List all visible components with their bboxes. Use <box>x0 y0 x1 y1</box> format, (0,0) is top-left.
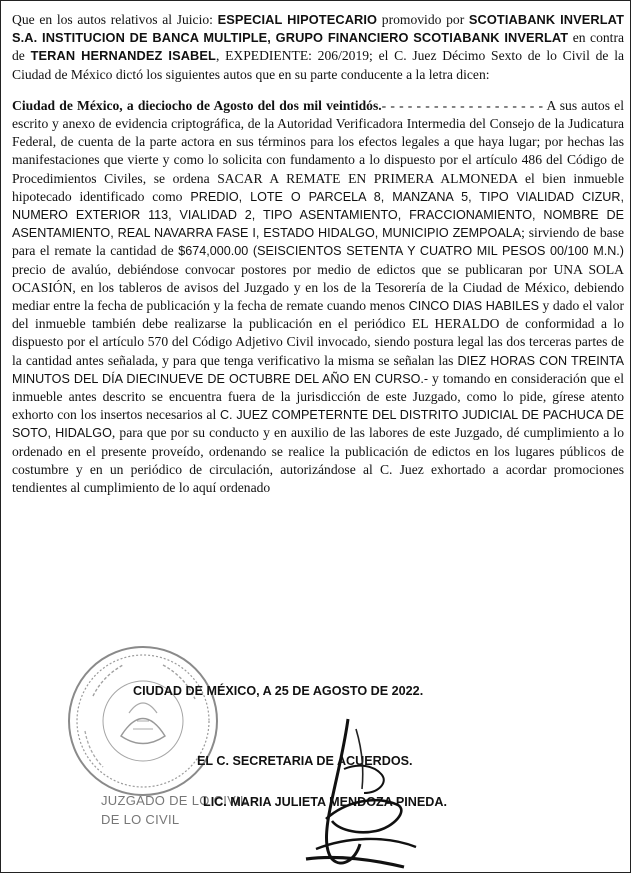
intro-paragraph <box>12 11 624 84</box>
requested-judge: C. JUEZ COMPETERNTE DEL DISTRITO JUDICIAL DE PACHUCA DE SOTO, HIDALGO <box>12 408 625 441</box>
plaintiff-name: SCOTIABANK INVERLAT S.A. INSTITUCION DE BANCA MULTIPLE, GRUPO FINANCIERO SCOTIABANK INVERLAT <box>12 12 624 46</box>
secretary-name: LIC. MARIA JULIETA MENDOZA PINEDA. <box>203 795 447 809</box>
auto-text-1: A sus autos el escrito y anexo de evidencia criptográfica, de la Autoridad Verificadora Intermedia del Consejo de la Judicatura Federal, de cuenta de la parte actora en sus términos para los efectos legales a que haya lugar; por hechas las manifestaciones que vierte y como lo solicita con fundamento a lo dispuesto por el artículo 486 del Código de Procedimientos Civiles, se ordena SACAR A REMATE EN PRIMERA ALMONEDA el bien inmueble hipotecado identificado como <box>12 97 624 204</box>
stamp-line-1: JUZGADO DE LO CIVIL <box>101 793 248 808</box>
intro-text-2: promovido por <box>377 12 469 27</box>
auto-text-3: precio de avalúo, debiéndose convocar postores por medio de edictos que se publicaran por UNA SOLA OCASIÓN, en los tableros de avisos del Juzgado y en los de la Tesorería de la Ciudad de México, debiendo mediar entre la fecha de publicación y la fecha de remate cuando menos <box>12 261 624 314</box>
dash-filler-2: - - - <box>521 97 544 113</box>
dash-filler-1: - - - - - - - - - - - - - - - - <box>381 97 517 113</box>
auto-text-2: ; sirviendo de base para el remate la cantidad de <box>12 225 624 259</box>
auto-text-5: y tomando en consideración que el inmueble antes descrito se encuentra fuera de la jurisdicción de este Juzgado, como lo pide, gírese atento exhorto con los insertos necesarios al <box>12 370 624 423</box>
closing-place-date: CIUDAD DE MÉXICO, A 25 DE AGOSTO DE 2022. <box>133 684 424 698</box>
auction-amount: $674,000.00 (SEISCIENTOS SETENTA Y CUATRO MIL PESOS 00/100 M.N.) <box>178 244 624 259</box>
stamp-line-2: DE LO CIVIL <box>101 812 180 827</box>
intro-text-4: , EXPEDIENTE: 206/2019; el C. Juez Décimo Sexto de lo Civil de la Ciudad de México dictó los siguientes autos que en su parte conducente a la letra dicen: <box>12 48 624 82</box>
document-body <box>12 11 624 497</box>
defendant-name: TERAN HERNANDEZ ISABEL <box>30 48 216 64</box>
property-description: PREDIO, LOTE O PARCELA 8, MANZANA 5, TIPO VIALIDAD CIZUR, NUMERO EXTERIOR 113, VIALIDAD 2, TIPO ASENTAMIENTO, FRACCIONAMIENTO, NOMBRE DE ASENTAMIENTO, REAL NAVARRA FASE I, ESTADO HIDALGO, MUNICIPIO ZEMPOALA <box>12 189 624 241</box>
auto-text-4: y dado el valor del inmueble también debe realizarse la publicación en el periódico EL HERALDO de conformidad a lo dispuesto por el artículo 570 del Código Adjetivo Civil invocado, siendo postura legal las dos terceras partes de la cantidad antes señalada, y para que tenga verificativo la misma se señalan las <box>12 298 625 368</box>
auction-date-time: DIEZ HORAS CON TREINTA MINUTOS DEL DÍA DIECINUEVE DE OCTUBRE DEL AÑO EN CURSO.- <box>12 353 624 386</box>
auto-paragraph <box>12 97 624 497</box>
intro-text-1: Que en los autos relativos al Juicio: <box>12 12 218 27</box>
trial-type: ESPECIAL HIPOTECARIO <box>217 12 378 27</box>
business-days-term: CINCO DIAS HABILES <box>408 299 539 314</box>
auto-date-line: Ciudad de México, a dieciocho de Agosto del dos mil veintidós. <box>12 97 382 113</box>
secretary-title: EL C. SECRETARIA DE ACUERDOS. <box>197 754 413 768</box>
handwritten-signature-icon <box>286 709 436 873</box>
intro-text-3: en contra de <box>12 30 625 64</box>
court-seal-icon <box>63 641 223 806</box>
auto-text-6: , para que por su conducto y en auxilio de las labores de este Juzgado, dé cumplimiento a lo ordenado en el presente proveído, ordenando se realice la publicación de edictos en los lugares públicos de costumbre y en un periódico de circulación, autorizándose al C. Juez exhortado a acordar promociones tendientes al cumplimiento de lo aquí ordenado <box>12 425 625 496</box>
